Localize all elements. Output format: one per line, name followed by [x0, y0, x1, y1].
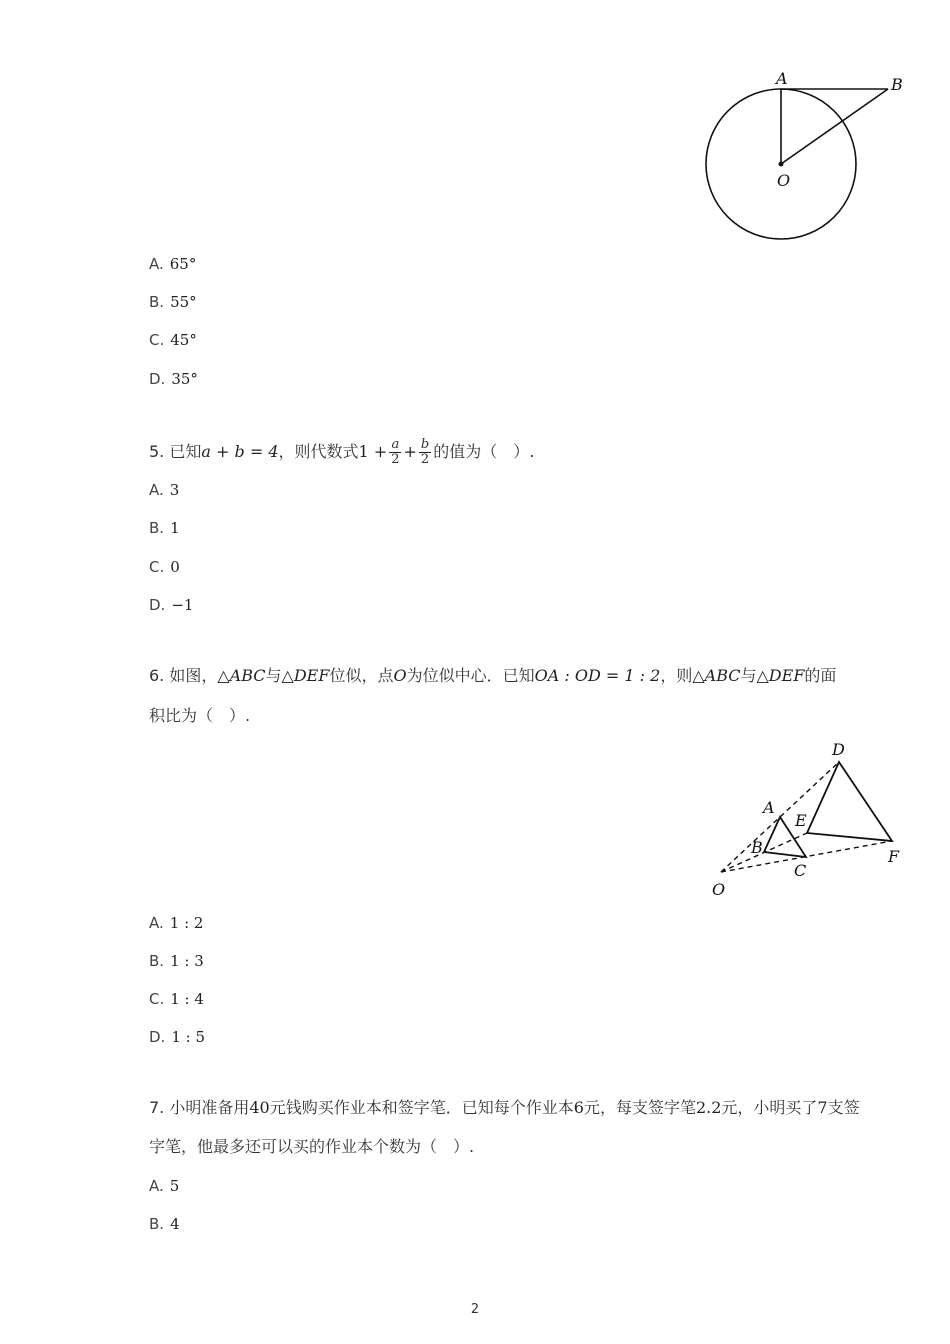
- stem-text: 的值为（ ）.: [433, 442, 535, 461]
- circle-tangent-figure: [700, 66, 920, 246]
- q4-option-b[interactable]: [149, 291, 197, 313]
- stem-text: ，则: [660, 666, 693, 685]
- label-e: E: [795, 811, 807, 830]
- option-letter: D.: [149, 370, 166, 388]
- stem-math: +: [403, 442, 417, 461]
- stem-number: 2.2: [695, 1098, 722, 1117]
- q6-option-d[interactable]: [149, 1026, 205, 1048]
- label-a: A: [776, 69, 788, 88]
- q7-option-b[interactable]: [149, 1213, 180, 1235]
- stem-text: 元，小明买了: [721, 1098, 818, 1117]
- option-letter: A.: [149, 481, 164, 499]
- stem-math: OA : OD = 1 : 2: [534, 666, 661, 685]
- option-letter: A.: [149, 1177, 164, 1195]
- option-letter: C.: [149, 990, 165, 1008]
- label-o: O: [712, 880, 726, 899]
- question-number: 5.: [149, 442, 165, 461]
- option-value: 1 : 3: [170, 952, 204, 970]
- fraction-denominator: 2: [391, 452, 400, 467]
- label-c: C: [794, 861, 807, 880]
- option-letter: B.: [149, 952, 165, 970]
- q6-option-b[interactable]: [149, 950, 204, 972]
- option-value: 1 : 2: [169, 914, 204, 932]
- q7-option-a[interactable]: [149, 1175, 179, 1197]
- q5-option-a[interactable]: [149, 479, 179, 501]
- stem-number: 40: [249, 1098, 270, 1117]
- q4-option-d[interactable]: [149, 368, 198, 390]
- option-value: −1: [171, 596, 194, 614]
- option-letter: A.: [149, 255, 164, 273]
- stem-text: 元，每支签字笔: [583, 1098, 696, 1117]
- option-letter: B.: [149, 1215, 165, 1233]
- stem-math: △ABC: [217, 666, 266, 685]
- stem-text: 字笔，他最多还可以买的作业本个数为（ ）.: [149, 1137, 475, 1156]
- option-letter: D.: [149, 596, 166, 614]
- label-b: B: [891, 75, 903, 94]
- option-letter: A.: [149, 914, 164, 932]
- stem-text: 如图，: [169, 666, 218, 685]
- label-a: A: [763, 798, 775, 817]
- q4-option-a[interactable]: [149, 253, 196, 275]
- question-5-stem: [149, 437, 534, 467]
- label-o: O: [777, 171, 791, 190]
- question-6-stem: [149, 665, 836, 687]
- stem-text: 元钱购买作业本和签字笔．已知每个作业本: [269, 1098, 574, 1117]
- q5-option-b[interactable]: [149, 517, 180, 539]
- homothety-triangles-figure: [700, 736, 920, 906]
- segment-ob: [781, 89, 888, 164]
- fraction-numerator: a: [391, 437, 400, 452]
- option-value: 45°: [170, 331, 197, 349]
- fraction-numerator: b: [420, 437, 430, 452]
- option-value: 1: [170, 519, 180, 537]
- option-letter: D.: [149, 1028, 166, 1046]
- stem-math: a + b = 4: [201, 442, 279, 461]
- stem-math: 1 +: [358, 442, 388, 461]
- fraction-denominator: 2: [419, 452, 431, 467]
- option-value: 55°: [170, 293, 197, 311]
- option-letter: C.: [149, 331, 165, 349]
- q6-option-c[interactable]: [149, 988, 204, 1010]
- stem-text: 为位似中心．已知: [406, 666, 535, 685]
- center-point: [779, 162, 784, 167]
- option-value: 3: [169, 481, 180, 499]
- stem-text: ，则代数式: [278, 442, 359, 461]
- stem-text: 小明准备用: [169, 1098, 250, 1117]
- option-letter: B.: [149, 293, 165, 311]
- stem-text: 与: [265, 666, 282, 685]
- stem-text: 位似，点: [329, 666, 394, 685]
- q5-option-d[interactable]: [149, 594, 193, 616]
- stem-math: △ABC: [692, 666, 741, 685]
- stem-math: △DEF: [281, 666, 330, 685]
- page-number: 2: [470, 1302, 480, 1317]
- q6-option-a[interactable]: [149, 912, 203, 934]
- option-value: 0: [170, 558, 180, 576]
- label-d: D: [832, 740, 845, 759]
- question-7-stem: [149, 1097, 860, 1119]
- q5-option-c[interactable]: [149, 556, 180, 578]
- stem-text: 与: [740, 666, 757, 685]
- question-6-stem-line2: [149, 705, 250, 727]
- question-number: 6.: [149, 666, 165, 685]
- label-b: B: [751, 838, 763, 857]
- option-value: 35°: [171, 370, 198, 388]
- q4-option-c[interactable]: [149, 329, 197, 351]
- stem-text: 已知: [169, 442, 202, 461]
- stem-math: O: [393, 666, 407, 685]
- stem-text: 的面: [804, 666, 837, 685]
- stem-text: 积比为（ ）.: [149, 706, 251, 725]
- option-value: 1 : 4: [170, 990, 204, 1008]
- option-letter: C.: [149, 558, 165, 576]
- option-value: 5: [169, 1177, 180, 1195]
- stem-number: 7: [817, 1098, 828, 1117]
- option-letter: B.: [149, 519, 165, 537]
- option-value: 65°: [169, 255, 197, 273]
- triangle-def: [807, 762, 892, 841]
- stem-math: △DEF: [756, 666, 805, 685]
- question-7-stem-line2: [149, 1136, 474, 1158]
- stem-number: 6: [573, 1098, 584, 1117]
- label-f: F: [888, 847, 900, 866]
- option-value: 1 : 5: [171, 1028, 206, 1046]
- fraction-a-over-2: [389, 438, 401, 467]
- stem-text: 支签: [827, 1098, 860, 1117]
- question-number: 7.: [149, 1098, 165, 1117]
- option-value: 4: [170, 1215, 180, 1233]
- fraction-b-over-2: [419, 438, 431, 467]
